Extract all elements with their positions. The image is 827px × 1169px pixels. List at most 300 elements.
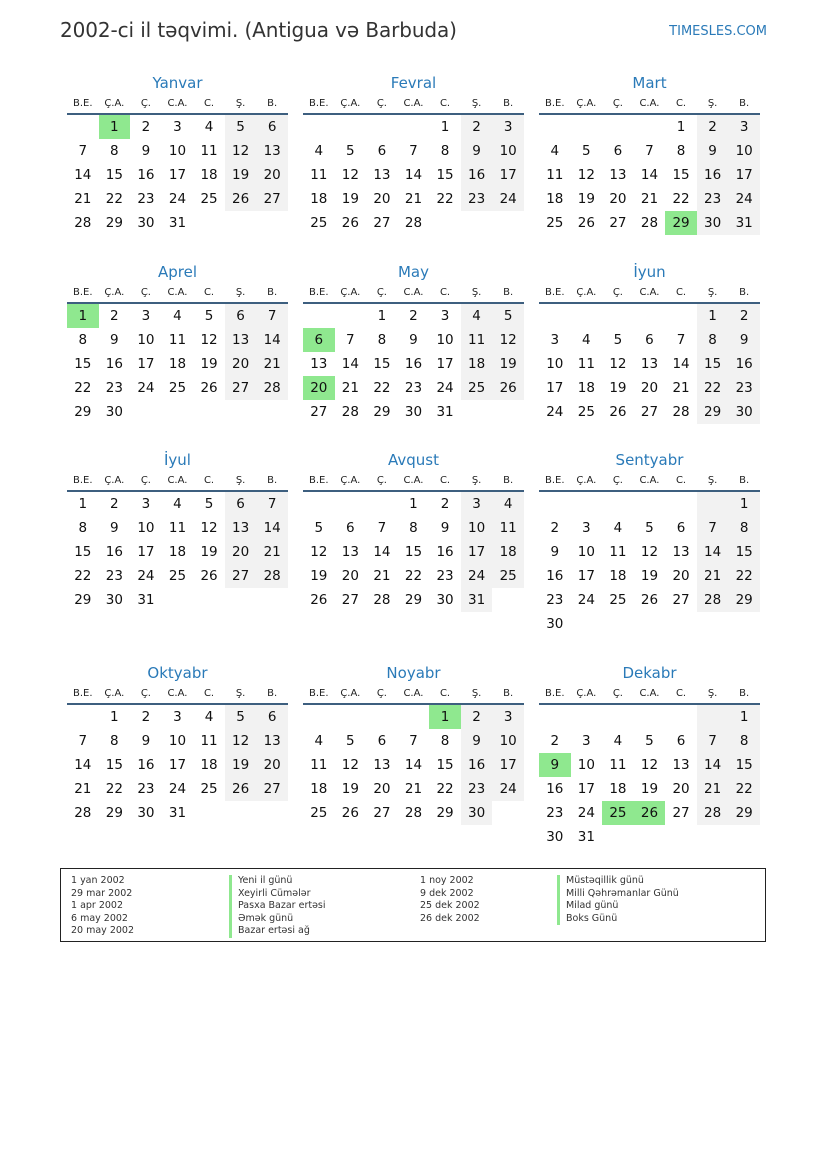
day-cell: 6 [676,733,686,749]
weekday-label: C. [203,688,215,699]
day-cell: 12 [310,544,328,560]
day-cell: 7 [697,729,729,753]
legend-date: 26 dek 2002 [420,912,480,924]
day-cell: 12 [225,139,257,163]
weekday-label: C.A. [639,287,660,298]
day-cell: 1 [377,308,387,324]
day-cell: 22 [672,191,690,207]
weekday-label: Ç. [140,287,151,298]
empty-cell [429,211,461,235]
day-cell: 10 [168,733,187,749]
day-cell: 23 [546,805,564,821]
day-cell: 14 [341,356,359,372]
day-cell: 8 [409,520,418,536]
day-cell: 27 [341,592,359,608]
empty-cell [665,825,697,849]
day-cell: 7 [346,332,355,348]
day-cell: 4 [582,332,591,348]
weekday-label: C.A. [639,688,660,699]
weekday-label: C.A. [167,475,188,486]
day-cell: 13 [609,167,627,183]
day-cell: 15 [74,544,92,560]
day-cell: 31 [728,211,760,235]
weekday-label: B. [503,98,514,109]
day-cell: 21 [672,380,690,396]
day-cell: 15 [672,167,690,183]
day-cell: 12 [609,356,627,372]
day-cell: 7 [78,143,88,159]
day-cell: 5 [346,143,355,159]
legend-date: 9 dek 2002 [420,887,474,899]
empty-cell [461,211,493,235]
empty-cell [335,115,367,139]
day-cell: 4 [204,119,214,135]
day-cell: 18 [609,568,627,584]
day-grid [67,115,288,235]
day-cell: 19 [341,781,359,797]
month-name: Noyabr [386,664,441,682]
day-cell: 28 [74,215,92,231]
day-cell: 16 [404,356,423,372]
month-9 [539,450,760,636]
weekday-label: Ç. [612,688,623,699]
day-cell: 29 [105,805,123,821]
legend-date: 29 mar 2002 [71,887,133,899]
day-cell: 9 [461,729,493,753]
day-cell: 4 [173,308,182,324]
day-cell: 4 [173,496,182,512]
day-cell: 30 [105,592,123,608]
empty-cell [366,705,398,729]
day-cell: 21 [256,352,288,376]
day-cell: 19 [577,191,595,207]
day-cell: 22 [105,191,123,207]
day-cell: 17 [492,753,524,777]
weekday-label: C. [675,98,687,109]
day-cell: 26 [640,592,659,608]
empty-cell [602,825,634,849]
weekday-label: B. [739,98,750,109]
legend-dates-right [420,875,480,925]
day-cell: 9 [141,733,151,749]
month-name: Yanvar [152,74,203,92]
day-cell: 29 [728,801,760,825]
legend-date: 25 dek 2002 [420,900,480,911]
day-cell: 15 [436,167,454,183]
day-cell: 17 [492,163,524,187]
day-cell: 13 [373,757,391,773]
weekday-label: C.A. [403,98,424,109]
day-cell: 7 [377,520,387,536]
day-cell: 30 [137,805,155,821]
day-cell: 13 [256,139,288,163]
holiday-day-cell: 6 [303,328,335,352]
day-cell: 28 [74,805,92,821]
weekday-label: Ç.A. [576,98,597,109]
day-cell: 27 [310,404,328,420]
legend-holiday-name: Əmək günü [229,913,326,926]
weekday-label: C.A. [167,688,188,699]
day-cell: 9 [550,544,560,560]
weekday-label: B.E. [73,287,93,298]
empty-cell [303,304,335,328]
day-cell: 1 [697,304,729,328]
weekday-label: C. [675,287,687,298]
day-cell: 16 [697,163,729,187]
day-cell: 20 [256,753,288,777]
weekday-header [303,472,524,492]
day-cell: 14 [74,757,92,773]
day-cell: 11 [492,516,524,540]
day-cell: 3 [440,308,450,324]
month-name: Fevral [390,74,437,92]
empty-cell [193,400,225,424]
day-cell: 8 [78,332,88,348]
day-cell: 25 [609,592,627,608]
empty-cell [697,825,729,849]
day-cell: 7 [256,304,288,328]
month-8 [303,450,524,612]
weekday-label: C.A. [403,287,424,298]
day-cell: 21 [373,568,391,584]
day-cell: 20 [256,163,288,187]
day-cell: 9 [440,520,450,536]
day-cell: 28 [672,404,690,420]
day-cell: 29 [728,588,760,612]
weekday-label: Ş. [707,688,718,699]
day-cell: 29 [373,404,391,420]
weekday-label: B.E. [73,98,93,109]
day-cell: 1 [728,705,760,729]
weekday-label: Ş. [471,688,482,699]
empty-cell [665,612,697,636]
day-cell: 18 [546,191,564,207]
legend-holiday-name: Pasxa Bazar ertəsi [229,900,326,913]
day-cell: 30 [546,829,564,845]
legend-holiday-name: Yeni il günü [229,875,326,888]
day-cell: 2 [461,705,493,729]
site-link[interactable]: TIMESLES.COM [669,24,767,39]
day-cell: 2 [409,308,418,324]
day-cell: 24 [728,187,760,211]
holiday-day-cell: 1 [99,115,131,139]
day-cell: 26 [492,376,524,400]
day-cell: 30 [137,215,155,231]
day-cell: 11 [609,757,627,773]
empty-cell [728,825,760,849]
day-cell: 20 [640,380,659,396]
weekday-header [539,472,760,492]
day-cell: 14 [640,167,659,183]
day-cell: 4 [461,304,493,328]
day-cell: 13 [672,544,690,560]
day-cell: 14 [74,167,92,183]
day-cell: 27 [672,592,690,608]
weekday-label: C. [675,475,687,486]
day-cell: 4 [314,733,324,749]
empty-cell [571,612,603,636]
empty-cell [539,492,571,516]
day-cell: 22 [728,564,760,588]
day-cell: 17 [137,356,155,372]
weekday-label: Ç.A. [104,688,125,699]
day-cell: 21 [697,777,729,801]
weekday-label: B. [503,287,514,298]
day-cell: 5 [204,496,214,512]
weekday-label: C. [203,98,215,109]
holiday-legend [60,868,766,942]
weekday-label: Ş. [235,98,246,109]
day-cell: 17 [577,568,595,584]
day-cell: 22 [728,777,760,801]
day-cell: 28 [373,592,391,608]
weekday-label: Ç.A. [576,475,597,486]
weekday-label: Ş. [707,287,718,298]
weekday-header [539,284,760,304]
day-cell: 23 [436,568,454,584]
day-cell: 26 [609,404,627,420]
weekday-header [67,284,288,304]
day-cell: 17 [546,380,564,396]
weekday-header [303,95,524,115]
day-cell: 5 [645,733,654,749]
weekday-label: Ç. [612,475,623,486]
weekday-label: Ç. [612,98,623,109]
weekday-label: Ç.A. [104,287,125,298]
empty-cell [602,115,634,139]
day-cell: 5 [314,520,324,536]
month-6 [539,262,760,424]
day-cell: 25 [168,568,187,584]
day-cell: 18 [492,540,524,564]
day-cell: 22 [373,380,391,396]
month-2 [303,73,524,235]
day-cell: 27 [225,376,257,400]
legend-holiday-name: Bazar ertəsi ağ [229,925,326,938]
day-cell: 3 [582,733,591,749]
day-cell: 24 [436,380,454,396]
day-cell: 3 [173,709,182,725]
day-cell: 16 [546,781,564,797]
weekday-label: C. [439,287,451,298]
day-cell: 22 [105,781,123,797]
day-cell: 10 [546,356,564,372]
day-cell: 8 [440,143,450,159]
empty-cell [335,304,367,328]
day-cell: 15 [697,352,729,376]
day-cell: 13 [225,328,257,352]
day-cell: 3 [461,492,493,516]
empty-cell [303,115,335,139]
day-cell: 1 [728,492,760,516]
weekday-label: B. [739,475,750,486]
empty-cell [225,211,257,235]
day-cell: 9 [728,328,760,352]
day-cell: 9 [110,332,119,348]
weekday-label: Ç. [140,475,151,486]
day-cell: 26 [225,777,257,801]
day-cell: 27 [256,187,288,211]
day-cell: 29 [404,592,423,608]
day-cell: 27 [672,805,690,821]
day-cell: 29 [74,592,92,608]
day-cell: 6 [225,492,257,516]
day-cell: 8 [728,729,760,753]
empty-cell [697,705,729,729]
day-cell: 24 [577,805,595,821]
day-grid [303,705,524,825]
empty-cell [67,115,99,139]
day-cell: 24 [461,564,493,588]
empty-cell [398,115,430,139]
day-cell: 11 [609,544,627,560]
weekday-label: B. [503,475,514,486]
day-cell: 10 [436,332,454,348]
day-cell: 3 [492,705,524,729]
day-cell: 14 [373,544,391,560]
day-cell: 3 [173,119,182,135]
day-cell: 10 [461,516,493,540]
day-cell: 13 [256,729,288,753]
holiday-day-cell: 26 [634,801,666,825]
day-cell: 29 [436,805,454,821]
empty-cell [67,705,99,729]
day-cell: 18 [577,380,595,396]
day-cell: 25 [200,781,218,797]
day-cell: 24 [137,568,155,584]
weekday-label: Ç. [140,688,151,699]
day-cell: 11 [200,733,218,749]
day-cell: 31 [461,588,493,612]
day-cell: 5 [645,520,654,536]
month-name: Dekabr [622,664,677,682]
holiday-day-cell: 20 [303,376,335,400]
day-cell: 14 [697,540,729,564]
empty-cell [634,492,666,516]
day-cell: 2 [141,119,151,135]
day-cell: 25 [310,215,328,231]
day-cell: 26 [341,215,359,231]
day-cell: 17 [461,540,493,564]
day-cell: 7 [78,733,88,749]
day-cell: 13 [341,544,359,560]
legend-holiday-name: Milli Qəhrəmanlar Günü [557,888,679,901]
day-cell: 15 [404,544,423,560]
day-cell: 20 [373,191,391,207]
empty-cell [665,304,697,328]
day-cell: 13 [310,356,328,372]
day-cell: 5 [613,332,623,348]
month-name: İyun [633,263,666,281]
day-cell: 8 [110,143,119,159]
weekday-label: Ç.A. [104,475,125,486]
day-cell: 11 [310,757,328,773]
empty-cell [492,211,524,235]
day-cell: 1 [676,119,686,135]
day-cell: 2 [728,304,760,328]
weekday-label: Ç.A. [340,688,361,699]
day-cell: 24 [137,380,155,396]
day-cell: 26 [577,215,595,231]
empty-cell [634,115,666,139]
weekday-label: B. [267,287,278,298]
empty-cell [225,588,257,612]
weekday-label: Ç.A. [576,688,597,699]
day-cell: 13 [373,167,391,183]
day-cell: 5 [225,705,257,729]
day-cell: 10 [492,729,524,753]
empty-cell [256,211,288,235]
day-cell: 3 [728,115,760,139]
weekday-header [303,685,524,705]
weekday-label: C.A. [167,98,188,109]
day-cell: 25 [200,191,218,207]
day-cell: 21 [74,781,92,797]
weekday-header [303,284,524,304]
weekday-label: C. [439,688,451,699]
day-cell: 27 [256,777,288,801]
empty-cell [130,400,162,424]
day-cell: 24 [546,404,564,420]
empty-cell [665,492,697,516]
day-cell: 15 [105,757,123,773]
day-cell: 9 [141,143,151,159]
month-name: İyul [164,451,191,469]
day-cell: 21 [74,191,92,207]
day-cell: 30 [404,404,423,420]
weekday-label: B.E. [545,287,565,298]
day-cell: 6 [256,705,288,729]
day-cell: 4 [492,492,524,516]
weekday-label: B. [739,688,750,699]
weekday-label: Ş. [235,688,246,699]
weekday-label: Ş. [707,98,718,109]
weekday-label: B.E. [545,688,565,699]
day-cell: 9 [461,139,493,163]
month-11 [303,663,524,825]
day-cell: 8 [78,520,88,536]
day-cell: 8 [110,733,119,749]
weekday-header [539,685,760,705]
empty-cell [303,705,335,729]
month-name: Oktyabr [147,664,208,682]
day-cell: 29 [74,404,92,420]
day-cell: 2 [141,709,151,725]
weekday-label: Ç. [376,287,387,298]
day-grid [67,705,288,825]
day-cell: 16 [728,352,760,376]
weekday-label: Ş. [235,287,246,298]
empty-cell [225,400,257,424]
day-cell: 8 [697,328,729,352]
day-cell: 27 [373,805,391,821]
legend-holiday-name: Milad günü [557,900,679,913]
day-cell: 11 [310,167,328,183]
day-cell: 2 [110,308,119,324]
day-cell: 3 [141,308,151,324]
day-cell: 4 [550,143,560,159]
day-cell: 26 [225,187,257,211]
day-cell: 22 [697,376,729,400]
month-1 [67,73,288,235]
weekday-header [67,95,288,115]
day-cell: 17 [577,781,595,797]
day-cell: 27 [225,564,257,588]
day-cell: 21 [404,191,423,207]
weekday-label: C. [203,287,215,298]
day-cell: 28 [256,564,288,588]
holiday-day-cell: 1 [67,304,99,328]
